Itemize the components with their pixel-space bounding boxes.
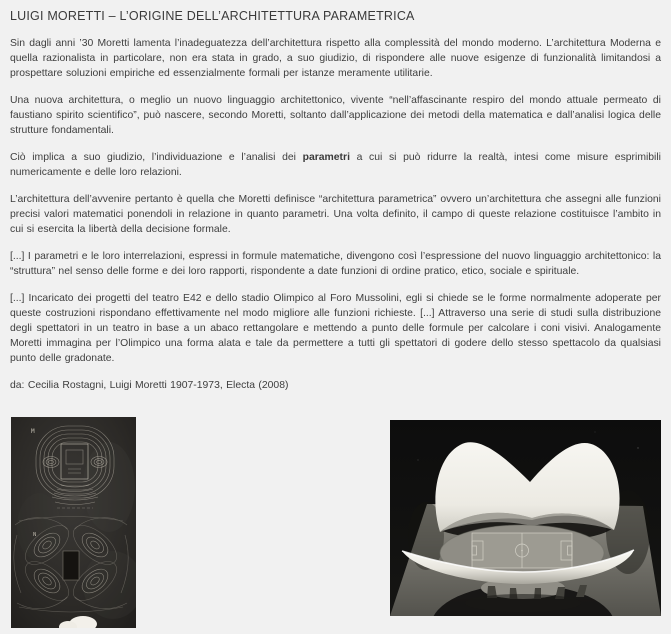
diagram-label-n: N bbox=[33, 532, 37, 538]
model-soccer-pitch bbox=[472, 533, 572, 568]
paragraph-3-text: Ciò implica a suo giudizio, l’individuazione e l’analisi dei bbox=[10, 152, 303, 163]
paragraph-3-bold-term: parametri bbox=[302, 152, 350, 163]
paragraph-4: L’architettura dell’avvenire pertanto è quella che Moretti definisce “architettura parametrica” ovvero un’architettura che assegni alle funzioni precisi valori matematici ponendoli in relazione in quanto parametri. Una volta definito, il campo di queste relazione costituisce l’ambito in cui si esercita la libertà della decisione formale. bbox=[10, 194, 661, 235]
paragraph-6: [...] Incaricato dei progetti del teatro E42 e dello stadio Olimpico al Foro Mussolini, egli si chiede se le forme normalmente adoperate per queste costruzioni rispondano effettivamente nel modo migliore alle funzioni richieste. [...] Attraverso una serie di studi sulla distribuzione degli spettatori in un teatro in base a un abaco rettangolare e mettendo a punto delle formule per calcolare i coni visivi. Analogamente Moretti immagina per l’Olimpico una forma alata e tale da permettere a tutti gli spettatori di godere dello stesso spettacolo da qualsiasi punto delle gradonate. bbox=[10, 293, 661, 364]
source-citation: da: Cecilia Rostagni, Luigi Moretti 1907-1973, Electa (2008) bbox=[10, 380, 289, 391]
stadium-model-image bbox=[390, 420, 661, 616]
figure-contour-diagrams-photo bbox=[11, 417, 136, 628]
figure-stadium-model-photo bbox=[390, 420, 661, 616]
paragraph-1: Sin dagli anni ’30 Moretti lamenta l’inadeguatezza dell’architettura rispetto alla complessità del mondo moderno. L’architettura Moderna e quella razionalista in particolare, non era stata in grado, a suo giudizio, di rispondere alle nuove esigenze di funzionalità limitandosi a prospettare soluzioni empiriche ed essenzialmente formali per istanze meramente utilitarie. bbox=[10, 38, 661, 79]
diagram-label-m: M bbox=[31, 428, 35, 435]
paragraph-5: [...] I parametri e le loro interrelazioni, espressi in formule matematiche, divengono così l’espressione del nuovo linguaggio architettonico: la “struttura” nel senso delle forme e dei loro rapporti, rispondente a date funzioni di ordine pratico, etico, sociale e spirituale. bbox=[10, 251, 661, 277]
contour-diagrams-image bbox=[11, 417, 136, 628]
paragraph-3 bbox=[10, 150, 661, 180]
page-title: LUIGI MORETTI – L’ORIGINE DELL’ARCHITETTURA PARAMETRICA bbox=[10, 9, 415, 23]
paragraph-3-text-cont: a cui si può ridurre la realtà, intesi come misure esprimibili numericamente e delle loro relazioni. bbox=[10, 152, 661, 178]
paragraph-2: Una nuova architettura, o meglio un nuovo linguaggio architettonico, vivente “nell’affascinante respiro del mondo attuale permeato di faustiano spirito scientifico”, può nascere, secondo Moretti, soltanto dall’applicazione dei metodi della matematica e dall’analisi logica delle strutture fondamentali. bbox=[10, 95, 661, 136]
